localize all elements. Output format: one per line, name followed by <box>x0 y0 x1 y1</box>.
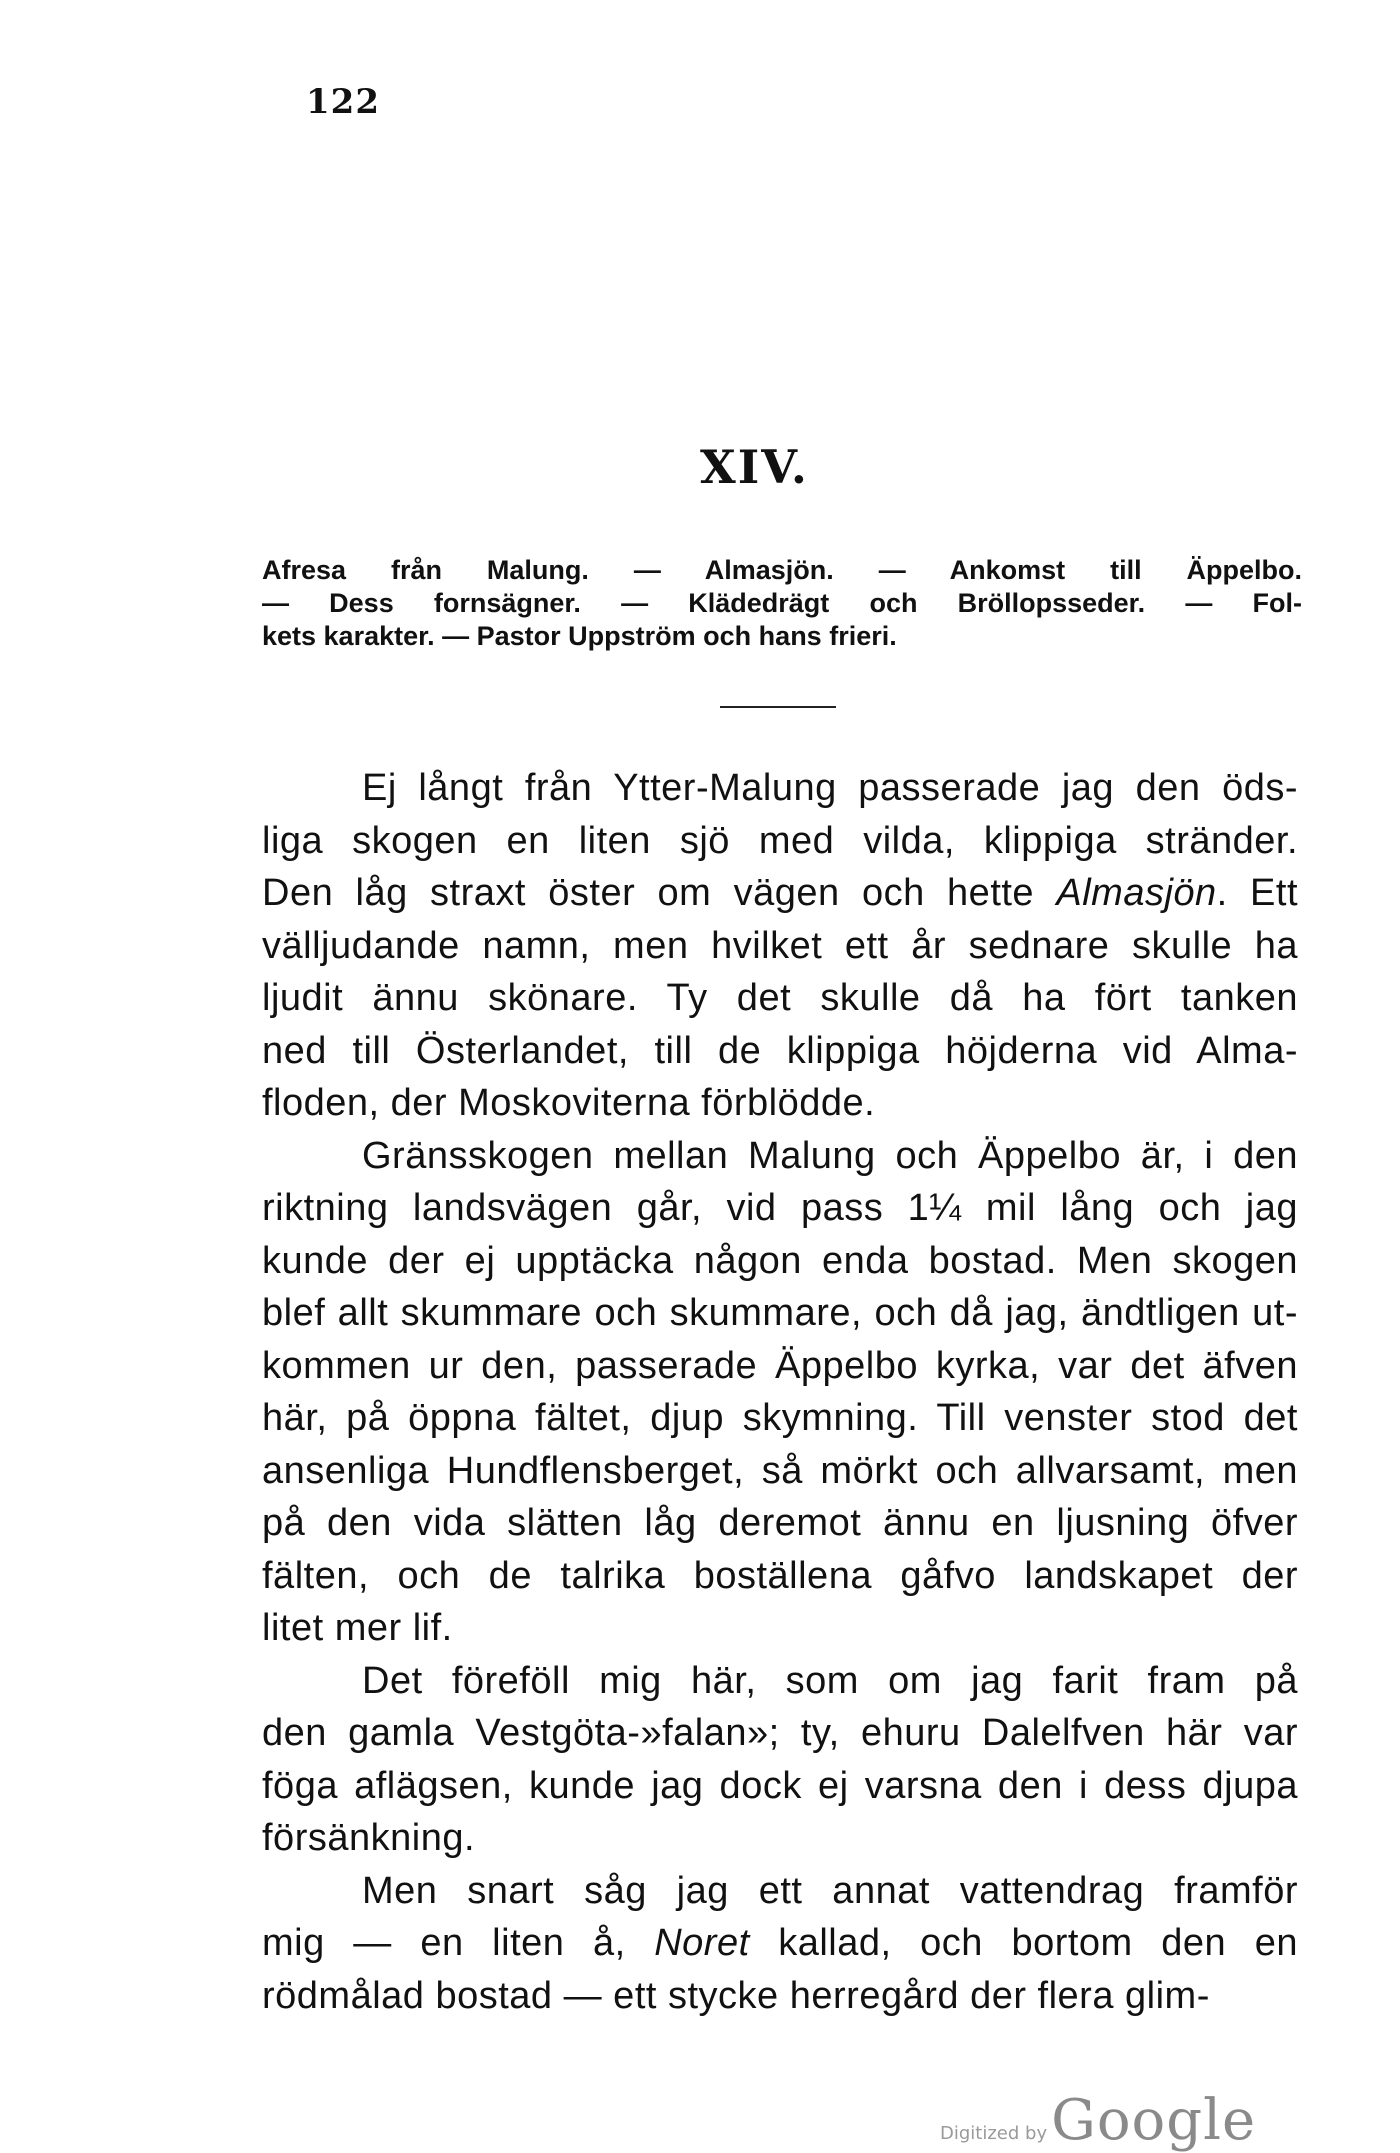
digitized-label: Digitized by <box>940 2123 1048 2144</box>
paragraph <box>262 1130 1298 1655</box>
text-line: här, på öppna fältet, djup skymning. Till venster stod det <box>262 1397 1298 1439</box>
section-rule <box>720 706 836 708</box>
text-line: Ej långt från Ytter-Malung passerade jag den öds- <box>362 767 1298 809</box>
text-line: floden, der Moskoviterna förblödde. <box>262 1082 876 1124</box>
text-line: Den låg straxt öster om vägen och hette Almasjön. Ett <box>262 872 1298 914</box>
body-text <box>262 762 1298 2022</box>
text-line: mig — en liten å, Noret kallad, och bortom den en <box>262 1922 1298 1964</box>
italic-word: Noret <box>654 1922 750 1964</box>
text-line: riktning landsvägen går, vid pass 1¼ mil lång och jag <box>262 1187 1298 1229</box>
text-line: fälten, och de talrika boställena gåfvo landskapet der <box>262 1554 1298 1597</box>
text-line: ned till Österlandet, till de klippiga höjderna vid Alma- <box>262 1029 1298 1072</box>
text-line: ansenliga Hundflensberget, så mörkt och allvarsamt, men <box>262 1449 1298 1492</box>
text-line: på den vida slätten låg deremot ännu en ljusning öfver <box>262 1502 1298 1544</box>
text-line: föga aflägsen, kunde jag dock ej varsna den i dess djupa <box>262 1764 1298 1807</box>
google-logo: Google <box>1051 2088 1257 2153</box>
text-line: Men snart såg jag ett annat vattendrag framför <box>362 1869 1298 1912</box>
text-line: blef allt skummare och skummare, och då jag, ändtligen ut- <box>262 1292 1298 1334</box>
chapter-title: XIV. <box>700 440 809 494</box>
text-line: liga skogen en liten sjö med vilda, klippiga stränder. <box>262 819 1298 862</box>
text-line: ljudit ännu skönare. Ty det skulle då ha fört tanken <box>262 977 1298 1019</box>
text-line: kunde der ej upptäcka någon enda bostad. Men skogen <box>262 1239 1298 1282</box>
summary-line: kets karakter. — Pastor Uppström och hans frieri. <box>262 621 897 651</box>
digitized-stamp <box>940 2088 1256 2153</box>
text-line: rödmålad bostad — ett stycke herregård der flera glim- <box>262 1974 1210 2017</box>
text-line: Gränsskogen mellan Malung och Äppelbo är, i den <box>362 1134 1298 1177</box>
text-line: kommen ur den, passerade Äppelbo kyrka, var det äfven <box>262 1344 1298 1387</box>
page-number: 122 <box>306 82 380 122</box>
summary-line: — Dess fornsägner. — Klädedrägt och Bröllopsseder. — Fol- <box>262 588 1302 618</box>
chapter-summary <box>262 554 1302 653</box>
text-line: Det föreföll mig här, som om jag farit fram på <box>362 1659 1298 1702</box>
text-line: den gamla Vestgöta-»falan»; ty, ehuru Dalelfven här var <box>262 1712 1298 1754</box>
paragraph <box>262 1865 1298 2023</box>
italic-word: Almasjön <box>1056 872 1217 914</box>
text-line: litet mer lif. <box>262 1607 453 1649</box>
paragraph <box>262 1655 1298 1865</box>
summary-line: Afresa från Malung. — Almasjön. — Ankomst till Äppelbo. <box>262 555 1302 585</box>
text-line: försänkning. <box>262 1817 476 1859</box>
paragraph <box>262 762 1298 1130</box>
text-line: välljudande namn, men hvilket ett år sednare skulle ha <box>262 924 1298 967</box>
